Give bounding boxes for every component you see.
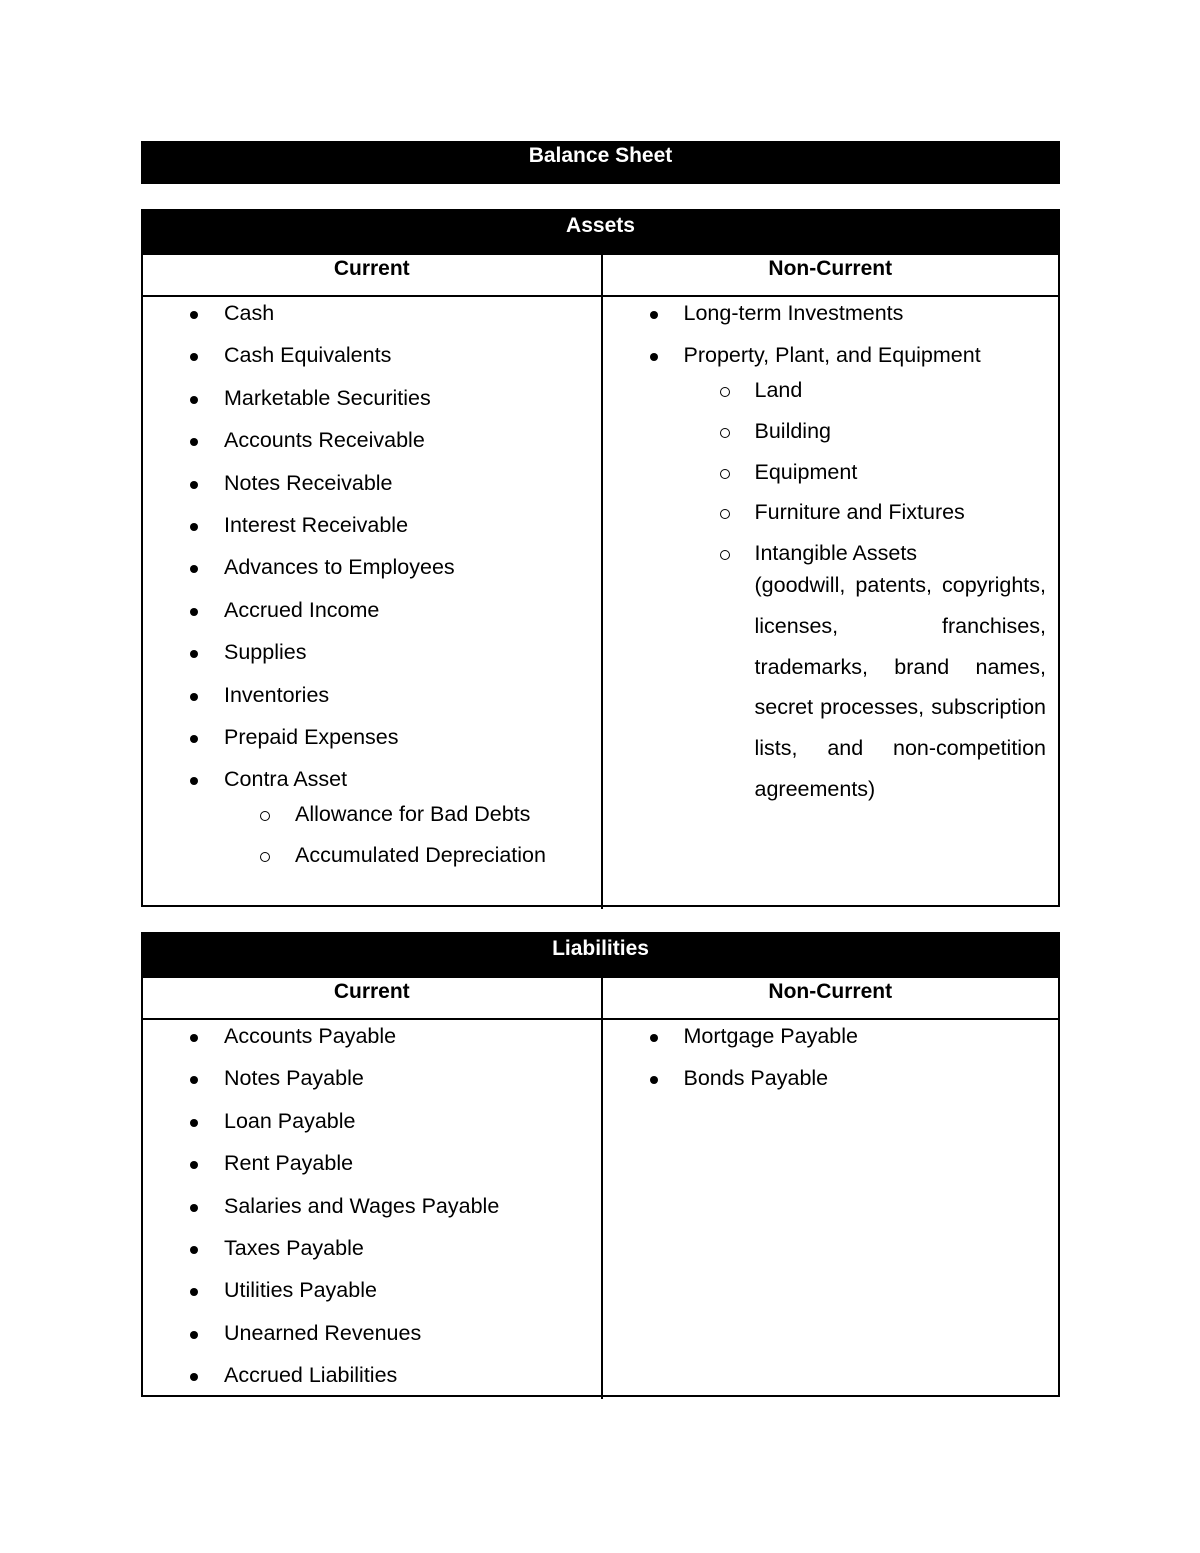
sublist-item: Intangible Assets (goodwill, patents, copyrights, licenses, franchises, trademarks, brand names, secret processes, subscription lists, and non-competition agreements) [603,541,1059,809]
list-item: Prepaid Expenses [143,721,601,763]
bullet-icon [190,1204,198,1212]
liabilities-noncurrent-heading: Non-Current [603,978,1059,1020]
list-item: Mortgage Payable [603,1020,1059,1062]
sublist-item: Building [603,419,1059,460]
bullet-icon [190,1161,198,1169]
liabilities-noncurrent-column [601,978,1059,1399]
circle-bullet-icon [720,469,730,479]
list-item: Notes Payable [143,1062,601,1104]
bullet-icon [190,608,198,616]
assets-noncurrent-heading: Non-Current [603,255,1059,297]
assets-noncurrent-column [601,255,1059,909]
bullet-icon [190,353,198,361]
circle-bullet-icon [720,387,730,397]
list-item: Cash [143,297,601,339]
assets-table [141,209,1060,907]
bullet-icon [190,396,198,404]
assets-current-column [143,255,601,909]
bullet-icon [190,1119,198,1127]
bullet-icon [190,1034,198,1042]
bullet-icon [190,650,198,658]
list-item: Inventories [143,679,601,721]
bullet-icon [190,1246,198,1254]
liabilities-heading: Liabilities [143,934,1058,976]
sublist-item: Land [603,378,1059,419]
sublist-item: Equipment [603,460,1059,501]
list-item: Accrued Income [143,594,601,636]
list-item: Marketable Securities [143,382,601,424]
list-item: Taxes Payable [143,1232,601,1274]
list-item: Accounts Payable [143,1020,601,1062]
ppe-sublist [684,378,1059,809]
bullet-icon [190,1331,198,1339]
liabilities-noncurrent-list [603,1020,1059,1105]
bullet-icon [650,1076,658,1084]
list-item: Notes Receivable [143,467,601,509]
list-item: Bonds Payable [603,1062,1059,1104]
list-item: Supplies [143,636,601,678]
list-item: Long-term Investments [603,297,1059,339]
list-item: Property, Plant, and Equipment Land Building Equipment Furniture and Fixtures Intangible Assets (goodwill, patents, copyrights, licenses, franchises, trademarks, brand names, secret processes, subscription lists, and non-competition agreements) [603,339,1059,809]
liabilities-current-heading: Current [143,978,601,1020]
list-item: Unearned Revenues [143,1317,601,1359]
bullet-icon [190,777,198,785]
bullet-icon [190,1373,198,1381]
sublist-item: Furniture and Fixtures [603,500,1059,541]
bullet-icon [650,311,658,319]
assets-heading: Assets [143,211,1058,253]
bullet-icon [190,735,198,743]
bullet-icon [190,1288,198,1296]
bullet-icon [650,1034,658,1042]
list-item: Loan Payable [143,1105,601,1147]
sublist-item: Allowance for Bad Debts [143,802,601,843]
circle-bullet-icon [260,811,270,821]
liabilities-table [141,932,1060,1397]
bullet-icon [190,1076,198,1084]
intangible-detail: (goodwill, patents, copyrights, licenses, franchises, trademarks, brand names, secret processes, subscription lists, and non-competition agreements) [754,573,1046,801]
contra-asset-sublist [224,802,601,883]
bullet-icon [650,353,658,361]
bullet-icon [190,693,198,701]
assets-current-list [143,297,601,884]
list-item: Contra Asset Allowance for Bad Debts Accumulated Depreciation [143,763,601,883]
list-item: Accrued Liabilities [143,1359,601,1401]
list-item: Advances to Employees [143,551,601,593]
circle-bullet-icon [260,852,270,862]
list-item: Utilities Payable [143,1274,601,1316]
list-item: Accounts Receivable [143,424,601,466]
bullet-icon [190,523,198,531]
bullet-icon [190,438,198,446]
list-item: Cash Equivalents [143,339,601,381]
list-item: Salaries and Wages Payable [143,1190,601,1232]
circle-bullet-icon [720,509,730,519]
bullet-icon [190,565,198,573]
list-item: Interest Receivable [143,509,601,551]
bullet-icon [190,311,198,319]
circle-bullet-icon [720,428,730,438]
page-title: Balance Sheet [141,141,1060,184]
sublist-item: Accumulated Depreciation [143,843,601,884]
bullet-icon [190,481,198,489]
assets-noncurrent-list [603,297,1059,809]
circle-bullet-icon [720,550,730,560]
assets-current-heading: Current [143,255,601,297]
list-item: Rent Payable [143,1147,601,1189]
liabilities-current-column [143,978,601,1399]
liabilities-current-list [143,1020,601,1402]
